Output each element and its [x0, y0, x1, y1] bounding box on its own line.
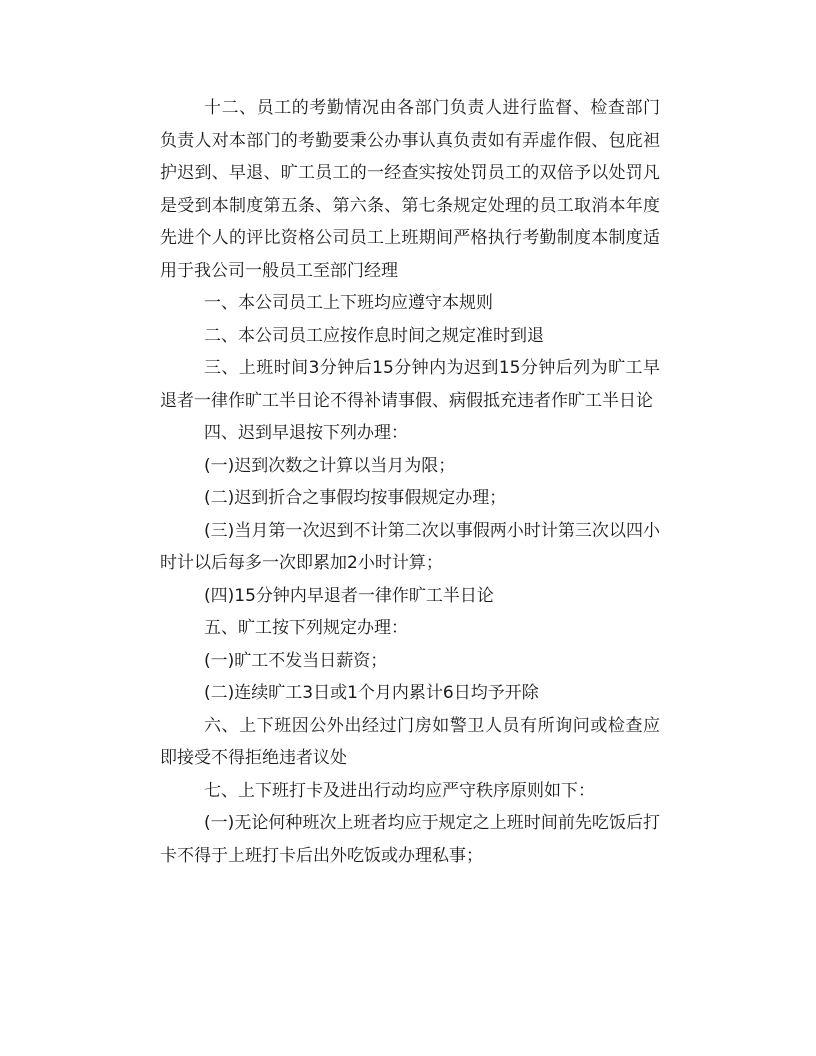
- paragraph-rule-4-item-1: (一)迟到次数之计算以当月为限；: [204, 455, 456, 476]
- paragraph-rule-2: 二、本公司员工应按作息时间之规定准时到退: [204, 325, 544, 346]
- paragraph-rule-4: 四、迟到早退按下列办理：: [204, 423, 408, 443]
- paragraph-rule-7: 七、上下班打卡及进出行动均应严守秩序原则如下：: [204, 780, 595, 801]
- paragraph-rule-4-item-2: (二)迟到折合之事假均按事假规定办理；: [204, 488, 507, 508]
- paragraph-rule-5-item-2: (二)连续旷工3日或1个月内累计6日均予开除: [204, 683, 539, 703]
- paragraph-rule-5: 五、旷工按下列规定办理：: [204, 618, 408, 638]
- paragraph-rule-7-item-1: (一)无论何种班次上班者均应于规定之上班时间前先吃饭后打卡不得于上班打卡后出外吃饭或办理私事；: [160, 813, 660, 866]
- paragraph-rule-1: 一、本公司员工上下班均应遵守本规则: [204, 293, 493, 313]
- document-body: [160, 92, 660, 872]
- paragraph-rule-4-item-3: (三)当月第一次迟到不计第二次以事假两小时计第三次以四小时计以后每多一次即累加2小时计算；: [160, 520, 660, 573]
- paragraph-rule-6: 六、上下班因公外出经过门房如警卫人员有所询问或检查应即接受不得拒绝违者议处: [160, 715, 660, 768]
- paragraph-article-12: 十二、员工的考勤情况由各部门负责人进行监督、检查部门负责人对本部门的考勤要秉公办事认真负责如有弄虚作假、包庇袒护迟到、早退、旷工员工的一经查实按处罚员工的双倍予以处罚凡是受到本制度第五条、第六条、第七条规定处理的员工取消本年度先进个人的评比资格公司员工上班期间严格执行考勤制度本制度适用于我公司一般员工至部门经理: [160, 98, 660, 281]
- paragraph-rule-5-item-1: (一)旷工不发当日薪资；: [204, 650, 388, 671]
- paragraph-rule-4-item-4: (四)15分钟内早退者一律作旷工半日论: [204, 585, 494, 606]
- paragraph-rule-3: 三、上班时间3分钟后15分钟内为迟到15分钟后列为旷工早退者一律作旷工半日论不得补请事假、病假抵充违者作旷工半日论: [160, 358, 660, 411]
